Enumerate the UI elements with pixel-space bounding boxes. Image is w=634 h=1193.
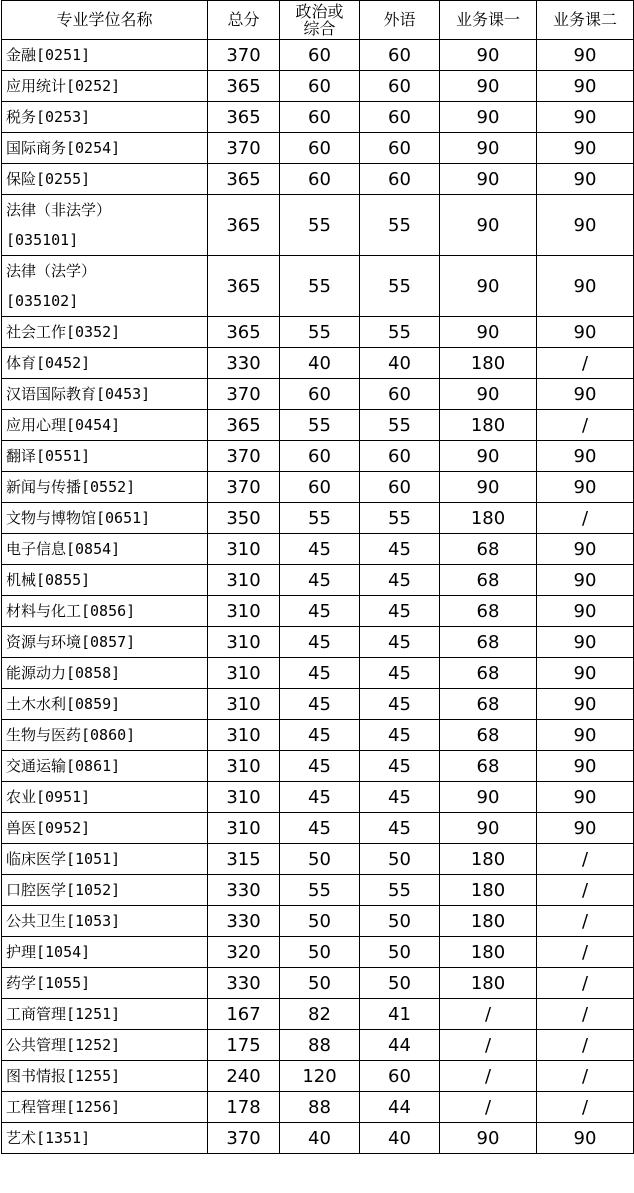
cell-politics: 45: [280, 534, 360, 565]
cell-total: 370: [208, 379, 280, 410]
table-row: [2, 596, 634, 627]
program-name-text: 新闻与传播[0552]: [6, 478, 136, 496]
cell-program-name: [2, 968, 208, 999]
cell-program-name: [2, 813, 208, 844]
cell-politics: 60: [280, 40, 360, 71]
table-row: [2, 534, 634, 565]
cell-total: 310: [208, 627, 280, 658]
cell-program-name: [2, 1061, 208, 1092]
cell-politics: 55: [280, 503, 360, 534]
cell-course1: 68: [440, 689, 537, 720]
program-name-text: 汉语国际教育[0453]: [6, 385, 151, 403]
table-row: [2, 658, 634, 689]
cell-total: 315: [208, 844, 280, 875]
cell-total: 310: [208, 689, 280, 720]
cell-program-name: [2, 999, 208, 1030]
cell-total: 365: [208, 71, 280, 102]
cell-language: 60: [360, 441, 440, 472]
cell-program-name: [2, 689, 208, 720]
cell-course1: 90: [440, 472, 537, 503]
cell-total: 310: [208, 813, 280, 844]
cell-politics: 40: [280, 1123, 360, 1154]
cell-total: 310: [208, 782, 280, 813]
cell-course1: 90: [440, 782, 537, 813]
cell-course2: 90: [537, 164, 634, 195]
score-table: [1, 0, 634, 1154]
cell-course2: 90: [537, 813, 634, 844]
table-row: [2, 195, 634, 256]
cell-course1: 180: [440, 968, 537, 999]
cell-language: 50: [360, 844, 440, 875]
program-name-text: 工商管理[1251]: [6, 1005, 121, 1023]
cell-course1: 90: [440, 164, 537, 195]
cell-course2: 90: [537, 40, 634, 71]
cell-program-name: [2, 658, 208, 689]
cell-total: 365: [208, 317, 280, 348]
cell-language: 40: [360, 348, 440, 379]
cell-total: 365: [208, 102, 280, 133]
cell-language: 55: [360, 503, 440, 534]
program-name-text: 社会工作[0352]: [6, 323, 121, 341]
cell-program-name: [2, 256, 208, 317]
cell-course1: /: [440, 999, 537, 1030]
cell-course2: /: [537, 1030, 634, 1061]
cell-course1: 90: [440, 71, 537, 102]
cell-course2: 90: [537, 379, 634, 410]
program-name-text: 公共管理[1252]: [6, 1036, 121, 1054]
cell-total: 365: [208, 256, 280, 317]
cell-politics: 60: [280, 472, 360, 503]
cell-language: 55: [360, 317, 440, 348]
cell-politics: 50: [280, 906, 360, 937]
cell-language: 44: [360, 1092, 440, 1123]
cell-program-name: [2, 906, 208, 937]
program-name-text: 金融[0251]: [6, 46, 91, 64]
cell-total: 310: [208, 751, 280, 782]
cell-politics: 45: [280, 782, 360, 813]
cell-program-name: [2, 844, 208, 875]
program-name-text: 体育[0452]: [6, 354, 91, 372]
cell-total: 310: [208, 720, 280, 751]
program-name-text: 艺术[1351]: [6, 1129, 91, 1147]
cell-course1: 90: [440, 256, 537, 317]
cell-total: 330: [208, 348, 280, 379]
table-row: [2, 1123, 634, 1154]
cell-politics: 45: [280, 813, 360, 844]
cell-politics: 45: [280, 720, 360, 751]
cell-politics: 60: [280, 133, 360, 164]
cell-course1: /: [440, 1030, 537, 1061]
cell-course2: /: [537, 906, 634, 937]
table-row: [2, 348, 634, 379]
program-name-text: 交通运输[0861]: [6, 757, 121, 775]
program-name-text: 保险[0255]: [6, 170, 91, 188]
cell-program-name: [2, 751, 208, 782]
cell-course1: 68: [440, 596, 537, 627]
table-row: [2, 813, 634, 844]
cell-politics: 60: [280, 441, 360, 472]
cell-course2: /: [537, 1092, 634, 1123]
cell-politics: 45: [280, 658, 360, 689]
cell-course2: 90: [537, 596, 634, 627]
cell-politics: 50: [280, 968, 360, 999]
program-name-text: 临床医学[1051]: [6, 850, 121, 868]
cell-course1: 90: [440, 40, 537, 71]
cell-total: 350: [208, 503, 280, 534]
table-row: [2, 102, 634, 133]
cell-course1: 90: [440, 133, 537, 164]
cell-program-name: [2, 133, 208, 164]
cell-language: 60: [360, 379, 440, 410]
cell-language: 44: [360, 1030, 440, 1061]
table-row: [2, 317, 634, 348]
cell-politics: 55: [280, 875, 360, 906]
program-name-text: 法律（法学）: [6, 262, 97, 280]
cell-course1: 90: [440, 102, 537, 133]
cell-course1: /: [440, 1092, 537, 1123]
cell-course2: 90: [537, 102, 634, 133]
program-name-text: 电子信息[0854]: [6, 540, 121, 558]
cell-politics: 50: [280, 844, 360, 875]
table-row: [2, 164, 634, 195]
program-name-text: 兽医[0952]: [6, 819, 91, 837]
cell-program-name: [2, 410, 208, 441]
cell-course1: 68: [440, 658, 537, 689]
cell-program-name: [2, 565, 208, 596]
cell-program-name: [2, 195, 208, 256]
table-row: [2, 875, 634, 906]
cell-program-name: [2, 782, 208, 813]
cell-program-name: [2, 875, 208, 906]
cell-course1: 90: [440, 195, 537, 256]
cell-total: 370: [208, 441, 280, 472]
cell-language: 50: [360, 906, 440, 937]
table-row: [2, 1061, 634, 1092]
cell-course1: 180: [440, 410, 537, 441]
cell-course1: 90: [440, 317, 537, 348]
table-row: [2, 133, 634, 164]
cell-program-name: [2, 596, 208, 627]
cell-total: 370: [208, 40, 280, 71]
cell-course2: /: [537, 999, 634, 1030]
cell-course1: /: [440, 1061, 537, 1092]
program-name-text: 翻译[0551]: [6, 447, 91, 465]
cell-politics: 45: [280, 565, 360, 596]
cell-politics: 88: [280, 1030, 360, 1061]
cell-politics: 45: [280, 689, 360, 720]
cell-program-name: [2, 102, 208, 133]
table-row: [2, 1030, 634, 1061]
program-name-text: 生物与医药[0860]: [6, 726, 136, 744]
cell-politics: 50: [280, 937, 360, 968]
table-row: [2, 503, 634, 534]
cell-language: 41: [360, 999, 440, 1030]
cell-course2: 90: [537, 256, 634, 317]
program-name-text: 农业[0951]: [6, 788, 91, 806]
program-name-text: 机械[0855]: [6, 571, 91, 589]
program-name-text: 税务[0253]: [6, 108, 91, 126]
cell-language: 55: [360, 195, 440, 256]
cell-language: 60: [360, 102, 440, 133]
table-row: [2, 968, 634, 999]
header-politics-line1: 政治或: [295, 2, 344, 21]
cell-program-name: [2, 71, 208, 102]
cell-language: 60: [360, 40, 440, 71]
cell-total: 330: [208, 968, 280, 999]
cell-language: 55: [360, 875, 440, 906]
cell-course1: 180: [440, 937, 537, 968]
cell-politics: 60: [280, 164, 360, 195]
cell-total: 178: [208, 1092, 280, 1123]
cell-language: 45: [360, 627, 440, 658]
cell-politics: 40: [280, 348, 360, 379]
table-row: [2, 565, 634, 596]
table-row: [2, 1092, 634, 1123]
table-body: [2, 40, 634, 1154]
table-row: [2, 410, 634, 441]
cell-total: 370: [208, 1123, 280, 1154]
program-name-text: 文物与博物馆[0651]: [6, 509, 151, 527]
cell-program-name: [2, 534, 208, 565]
cell-course2: 90: [537, 627, 634, 658]
cell-language: 55: [360, 410, 440, 441]
cell-program-name: [2, 1092, 208, 1123]
program-name-text: 资源与环境[0857]: [6, 633, 136, 651]
cell-politics: 45: [280, 751, 360, 782]
cell-politics: 120: [280, 1061, 360, 1092]
program-name-text: 能源动力[0858]: [6, 664, 121, 682]
cell-course1: 180: [440, 875, 537, 906]
cell-language: 50: [360, 937, 440, 968]
table-row: [2, 379, 634, 410]
program-name-text: 应用心理[0454]: [6, 416, 121, 434]
table-row: [2, 627, 634, 658]
cell-politics: 55: [280, 410, 360, 441]
cell-program-name: [2, 317, 208, 348]
cell-course2: 90: [537, 195, 634, 256]
cell-course1: 90: [440, 813, 537, 844]
cell-course2: /: [537, 844, 634, 875]
program-name-text: 应用统计[0252]: [6, 77, 121, 95]
cell-program-name: [2, 1030, 208, 1061]
cell-course2: 90: [537, 751, 634, 782]
cell-language: 60: [360, 71, 440, 102]
cell-program-name: [2, 720, 208, 751]
cell-politics: 55: [280, 317, 360, 348]
table-row: [2, 71, 634, 102]
cell-politics: 45: [280, 627, 360, 658]
cell-program-name: [2, 348, 208, 379]
cell-language: 45: [360, 720, 440, 751]
cell-total: 240: [208, 1061, 280, 1092]
cell-language: 40: [360, 1123, 440, 1154]
cell-course2: 90: [537, 71, 634, 102]
cell-course1: 90: [440, 1123, 537, 1154]
program-name-text: 公共卫生[1053]: [6, 912, 121, 930]
cell-course2: 90: [537, 317, 634, 348]
cell-course2: /: [537, 410, 634, 441]
cell-course2: 90: [537, 565, 634, 596]
table-row: [2, 472, 634, 503]
cell-total: 365: [208, 195, 280, 256]
cell-course1: 90: [440, 441, 537, 472]
cell-politics: 55: [280, 256, 360, 317]
cell-course2: 90: [537, 534, 634, 565]
program-name-text: 材料与化工[0856]: [6, 602, 136, 620]
cell-total: 370: [208, 133, 280, 164]
cell-language: 60: [360, 1061, 440, 1092]
cell-language: 55: [360, 256, 440, 317]
table-row: [2, 906, 634, 937]
cell-course2: /: [537, 937, 634, 968]
cell-language: 60: [360, 472, 440, 503]
cell-course2: 90: [537, 720, 634, 751]
program-name-text: 药学[1055]: [6, 974, 91, 992]
program-name-text: 法律（非法学）: [6, 201, 112, 219]
cell-program-name: [2, 937, 208, 968]
cell-course2: /: [537, 1061, 634, 1092]
cell-language: 45: [360, 782, 440, 813]
cell-course1: 68: [440, 627, 537, 658]
cell-course1: 180: [440, 503, 537, 534]
table-row: [2, 256, 634, 317]
cell-politics: 60: [280, 71, 360, 102]
cell-program-name: [2, 164, 208, 195]
cell-program-name: [2, 627, 208, 658]
cell-language: 45: [360, 813, 440, 844]
program-name-text: 图书情报[1255]: [6, 1067, 121, 1085]
table-row: [2, 937, 634, 968]
cell-language: 45: [360, 565, 440, 596]
cell-total: 310: [208, 658, 280, 689]
program-name-text: 口腔医学[1052]: [6, 881, 121, 899]
cell-language: 45: [360, 596, 440, 627]
table-row: [2, 689, 634, 720]
program-name-text: 土木水利[0859]: [6, 695, 121, 713]
cell-course2: 90: [537, 472, 634, 503]
cell-course2: 90: [537, 782, 634, 813]
cell-language: 45: [360, 534, 440, 565]
cell-course2: 90: [537, 689, 634, 720]
cell-course1: 180: [440, 906, 537, 937]
cell-course1: 180: [440, 844, 537, 875]
cell-total: 370: [208, 472, 280, 503]
header-politics: [280, 1, 360, 40]
cell-course1: 68: [440, 751, 537, 782]
cell-program-name: [2, 472, 208, 503]
cell-language: 60: [360, 164, 440, 195]
program-name-text: 国际商务[0254]: [6, 139, 121, 157]
program-code-text: [035101]: [6, 231, 79, 249]
cell-course2: /: [537, 968, 634, 999]
cell-course2: 90: [537, 133, 634, 164]
cell-course2: /: [537, 348, 634, 379]
cell-total: 310: [208, 596, 280, 627]
cell-program-name: [2, 441, 208, 472]
cell-course2: 90: [537, 658, 634, 689]
cell-language: 50: [360, 968, 440, 999]
header-politics-line2: 综合: [303, 19, 336, 38]
cell-total: 330: [208, 906, 280, 937]
cell-total: 330: [208, 875, 280, 906]
header-row: [2, 1, 634, 40]
table-row: [2, 40, 634, 71]
header-course2: 业务课二: [537, 1, 634, 40]
table-row: [2, 441, 634, 472]
cell-total: 310: [208, 534, 280, 565]
table-row: [2, 782, 634, 813]
cell-total: 167: [208, 999, 280, 1030]
cell-total: 320: [208, 937, 280, 968]
cell-course2: 90: [537, 441, 634, 472]
cell-program-name: [2, 1123, 208, 1154]
table-row: [2, 844, 634, 875]
cell-politics: 88: [280, 1092, 360, 1123]
cell-program-name: [2, 379, 208, 410]
header-language: 外语: [360, 1, 440, 40]
cell-course1: 68: [440, 565, 537, 596]
cell-course1: 90: [440, 379, 537, 410]
cell-course2: /: [537, 875, 634, 906]
header-name: 专业学位名称: [2, 1, 208, 40]
table-row: [2, 999, 634, 1030]
cell-course2: 90: [537, 1123, 634, 1154]
cell-language: 45: [360, 751, 440, 782]
cell-politics: 60: [280, 379, 360, 410]
header-course1: 业务课一: [440, 1, 537, 40]
cell-language: 45: [360, 658, 440, 689]
table-row: [2, 751, 634, 782]
cell-course2: /: [537, 503, 634, 534]
cell-program-name: [2, 503, 208, 534]
cell-politics: 45: [280, 596, 360, 627]
cell-total: 365: [208, 410, 280, 441]
header-total: 总分: [208, 1, 280, 40]
cell-total: 365: [208, 164, 280, 195]
cell-total: 175: [208, 1030, 280, 1061]
cell-course1: 68: [440, 534, 537, 565]
cell-program-name: [2, 40, 208, 71]
cell-language: 60: [360, 133, 440, 164]
table-row: [2, 720, 634, 751]
program-name-text: 工程管理[1256]: [6, 1098, 121, 1116]
cell-language: 45: [360, 689, 440, 720]
program-name-text: 护理[1054]: [6, 943, 91, 961]
cell-politics: 55: [280, 195, 360, 256]
program-code-text: [035102]: [6, 292, 79, 310]
cell-course1: 68: [440, 720, 537, 751]
cell-politics: 82: [280, 999, 360, 1030]
cell-course1: 180: [440, 348, 537, 379]
cell-total: 310: [208, 565, 280, 596]
cell-politics: 60: [280, 102, 360, 133]
